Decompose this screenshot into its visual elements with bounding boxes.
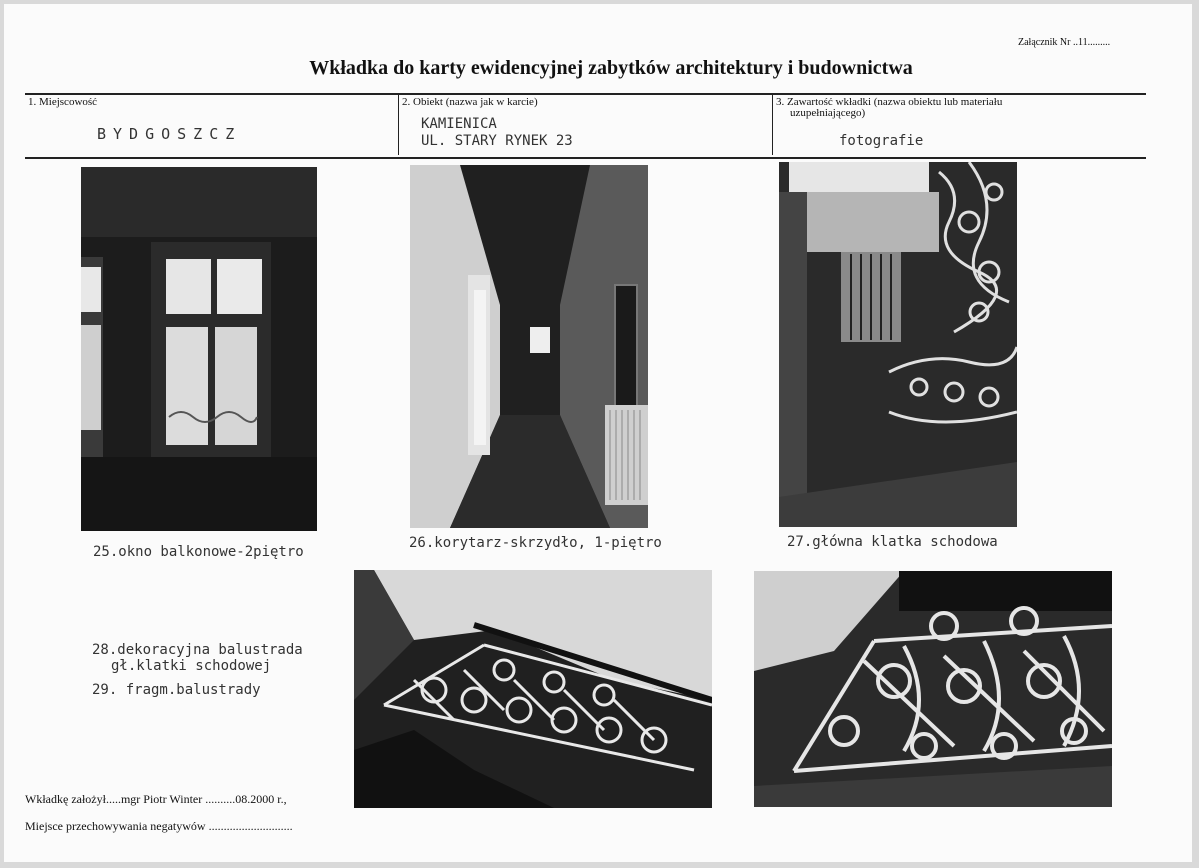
field-locality bbox=[25, 95, 397, 155]
field-contents bbox=[772, 95, 1147, 155]
attachment-number: Załącznik Nr ..11......... bbox=[1018, 37, 1111, 48]
footer-negative-storage: Miejsce przechowywania negatywów ............................ bbox=[25, 819, 293, 833]
caption-27: 27.główna klatka schodowa bbox=[787, 534, 998, 550]
field-object-value-line2: UL. STARY RYNEK 23 bbox=[421, 133, 573, 149]
header-table bbox=[25, 93, 1146, 159]
caption-29: 29. fragm.balustrady bbox=[92, 682, 261, 698]
field-contents-label bbox=[776, 97, 1096, 119]
caption-28-line2: gł.klatki schodowej bbox=[111, 658, 272, 674]
field-object-value-line1: KAMIENICA bbox=[421, 116, 497, 132]
field-locality-value: BYDGOSZCZ bbox=[97, 125, 242, 143]
field-object-label: 2. Obiekt (nazwa jak w karcie) bbox=[402, 96, 538, 108]
caption-26: 26.korytarz-skrzydło, 1-piętro bbox=[409, 535, 662, 551]
caption-28-line1: 28.dekoracyjna balustrada bbox=[92, 642, 303, 658]
photo-decorative-balustrade bbox=[354, 570, 712, 808]
field-contents-label-line2: uzupełniającego) bbox=[790, 107, 866, 119]
field-object bbox=[398, 95, 771, 155]
footer-author: Wkładkę założył.....mgr Piotr Winter ..........08.2000 r., bbox=[25, 792, 287, 806]
photo-balcony-window bbox=[81, 167, 317, 531]
field-contents-label-line1: 3. Zawartość wkładki (nazwa obiektu lub materiału bbox=[776, 96, 1003, 108]
page-title: Wkładka do karty ewidencyjnej zabytków architektury i budownictwa bbox=[309, 57, 913, 79]
field-contents-value: fotografie bbox=[839, 133, 924, 149]
caption-25: 25.okno balkonowe-2piętro bbox=[93, 544, 304, 560]
photo-balustrade-fragment bbox=[754, 571, 1112, 807]
field-locality-label: 1. Miejscowość bbox=[28, 96, 98, 108]
photo-main-staircase bbox=[779, 162, 1017, 527]
photo-corridor bbox=[410, 165, 648, 528]
